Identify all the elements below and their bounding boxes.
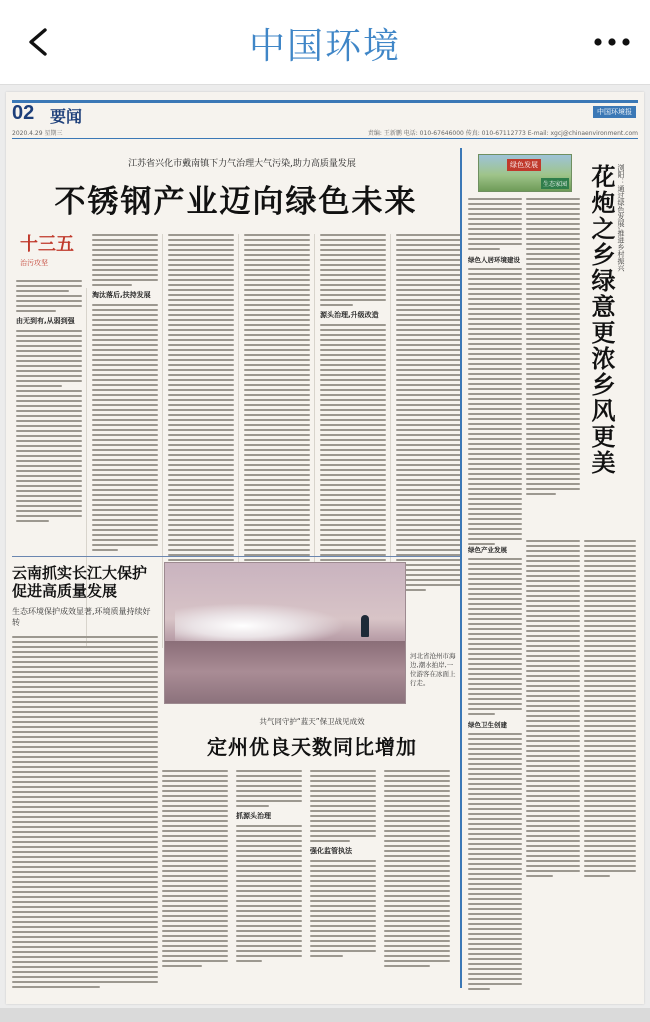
main-article-column-2 [92, 234, 158, 554]
bottom-middle-subhead-1: 抓源头治理 [236, 812, 271, 820]
right-photo-tag: 绿色发展 [507, 159, 541, 171]
badge-main-text: 十三五 [20, 234, 74, 255]
bottom-left-subtitle: 生态环境保护成效显著,环境质量持续好转 [12, 607, 151, 627]
main-article-column-3 [168, 234, 234, 594]
right-article-column-2c [584, 540, 636, 880]
right-article-subhead-2: 绿色产业发展 [468, 546, 507, 554]
main-article-column-5 [320, 234, 386, 584]
photo-ice [165, 641, 405, 703]
right-article-subhead-1: 绿色人居环境建设 [468, 256, 520, 264]
badge-sub-text: 治污攻坚 [20, 259, 48, 267]
main-article-subhead-2: 淘汰落后,扶持发展 [92, 291, 151, 299]
right-article-column-2b [526, 540, 580, 880]
main-article-column-1 [16, 280, 82, 525]
contact-line: 责编: 王新鹏 电话: 010-67646000 传真: 010-67112773 E-mail: xgcj@chinaenvironment.com [367, 130, 638, 137]
paper-logo: 中国环境报 [593, 106, 636, 118]
date-line: 2020.4.29 星期三 [12, 130, 63, 137]
right-article-headline: 花炮之乡绿意更浓乡风更美 [587, 164, 615, 476]
series-badge [20, 230, 86, 274]
right-article-column-2a [468, 540, 522, 993]
main-article-subhead-1: 由无到有,从弱到强 [16, 317, 75, 325]
bottom-left-body [12, 636, 158, 988]
right-article-photo [478, 154, 572, 192]
main-article-column-6 [396, 234, 462, 594]
right-article-kicker: 浏阳：通过绿色发展,推进乡村振兴 [617, 164, 625, 272]
main-article-kicker: 江苏省兴化市戴南镇下力气治理大气污染,助力高质量发展 [128, 159, 356, 169]
section-name: 要闻 [50, 107, 83, 126]
app-title: 中国环境 [248, 26, 401, 67]
photo-wave [175, 603, 345, 641]
more-horizontal-icon [593, 37, 631, 47]
bottom-left-title: 云南抓实长江大保护促进高质量发展 [12, 564, 148, 600]
right-article-subhead-3: 绿色卫生创建 [468, 721, 507, 729]
right-article[interactable] [464, 148, 638, 988]
app-top-bar [0, 0, 650, 85]
photo-person [361, 615, 369, 637]
bottom-strip [0, 1008, 650, 1022]
right-article-column-1b [526, 198, 580, 498]
bottom-left-article[interactable] [12, 564, 158, 994]
newspaper-page[interactable] [6, 92, 644, 1004]
bottom-middle-title: 定州优良天数同比增加 [207, 735, 417, 759]
main-article-headline: 不锈钢产业迈向绿色未来 [54, 184, 418, 220]
main-article-column-4 [244, 234, 310, 594]
main-article-subhead-3: 源头治理,升级改造 [320, 311, 379, 319]
news-photo[interactable] [164, 562, 406, 704]
masthead-bottom-rule [12, 138, 638, 139]
masthead-rule [12, 100, 638, 103]
more-options-button[interactable] [590, 22, 634, 62]
page-number: 02 [12, 102, 35, 124]
bottom-middle-article[interactable] [162, 708, 462, 994]
bottom-middle-subhead-2: 强化监管执法 [310, 847, 352, 855]
right-photo-tag-2: 生态家园 [541, 178, 569, 189]
right-article-column-1a [468, 198, 522, 548]
section-divider [12, 556, 460, 557]
page-masthead [12, 98, 638, 142]
photo-caption: 河北省沧州市海边,潮水拍岸,一位游客在冰面上行走。 [410, 652, 456, 687]
bottom-middle-kicker: 共气同守护“蓝天”保卫战见成效 [259, 717, 365, 726]
